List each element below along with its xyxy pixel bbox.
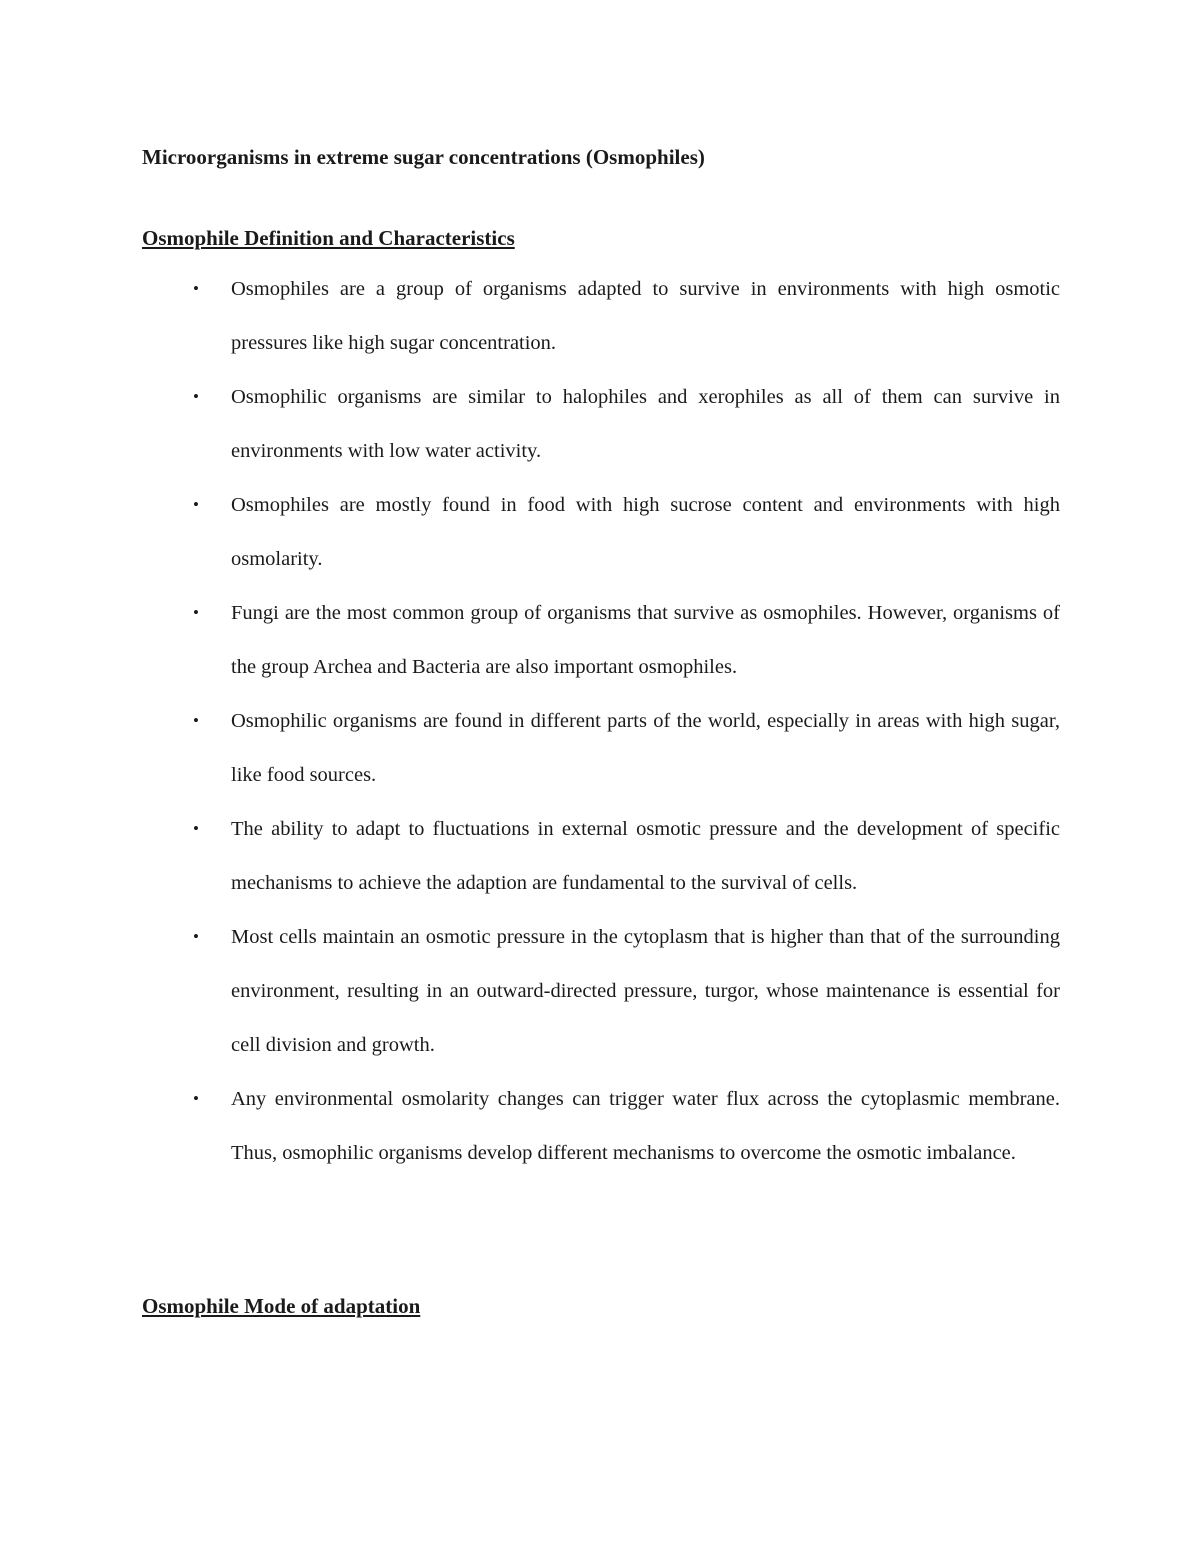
bullet-icon (192, 1072, 211, 1104)
bullet-icon (192, 370, 211, 402)
list-item (192, 262, 1060, 370)
list-item (192, 370, 1060, 478)
list-item-text: Fungi are the most common group of organisms that survive as osmophiles. However, organisms of the group Archea and Bacteria are also important osmophiles. (231, 602, 1060, 678)
list-item-text: Osmophiles are mostly found in food with high sucrose content and environments with high osmolarity. (231, 494, 1060, 570)
bullet-icon (192, 802, 211, 834)
section-heading-adaptation: Osmophile Mode of adaptation (142, 1294, 421, 1318)
bullet-icon (192, 262, 211, 294)
list-item (192, 478, 1060, 586)
list-item-text: Osmophilic organisms are found in different parts of the world, especially in areas with high sugar, like food sources. (231, 710, 1060, 786)
list-item-text: The ability to adapt to fluctuations in external osmotic pressure and the development of specific mechanisms to achieve the adaption are fundamental to the survival of cells. (231, 818, 1060, 894)
list-item (192, 586, 1060, 694)
section-heading-definition: Osmophile Definition and Characteristics (142, 226, 515, 250)
bullet-icon (192, 694, 211, 726)
list-item-text: Osmophiles are a group of organisms adapted to survive in environments with high osmotic pressures like high sugar concentration. (231, 278, 1060, 354)
list-item-text: Any environmental osmolarity changes can trigger water flux across the cytoplasmic membrane. Thus, osmophilic organisms develop different mechanisms to overcome the osmotic imbalance. (231, 1088, 1060, 1164)
list-item (192, 694, 1060, 802)
list-item (192, 802, 1060, 910)
list-item (192, 910, 1060, 1072)
bullet-icon (192, 586, 211, 618)
bullet-icon (192, 910, 211, 942)
characteristics-list (192, 262, 1060, 1180)
list-item-text: Most cells maintain an osmotic pressure in the cytoplasm that is higher than that of the surrounding environment, resulting in an outward-directed pressure, turgor, whose maintenance is essential for cell division and growth. (231, 926, 1060, 1056)
document-title: Microorganisms in extreme sugar concentrations (Osmophiles) (142, 145, 705, 169)
list-item (192, 1072, 1060, 1180)
list-item-text: Osmophilic organisms are similar to halophiles and xerophiles as all of them can survive in environments with low water activity. (231, 386, 1060, 462)
bullet-icon (192, 478, 211, 510)
